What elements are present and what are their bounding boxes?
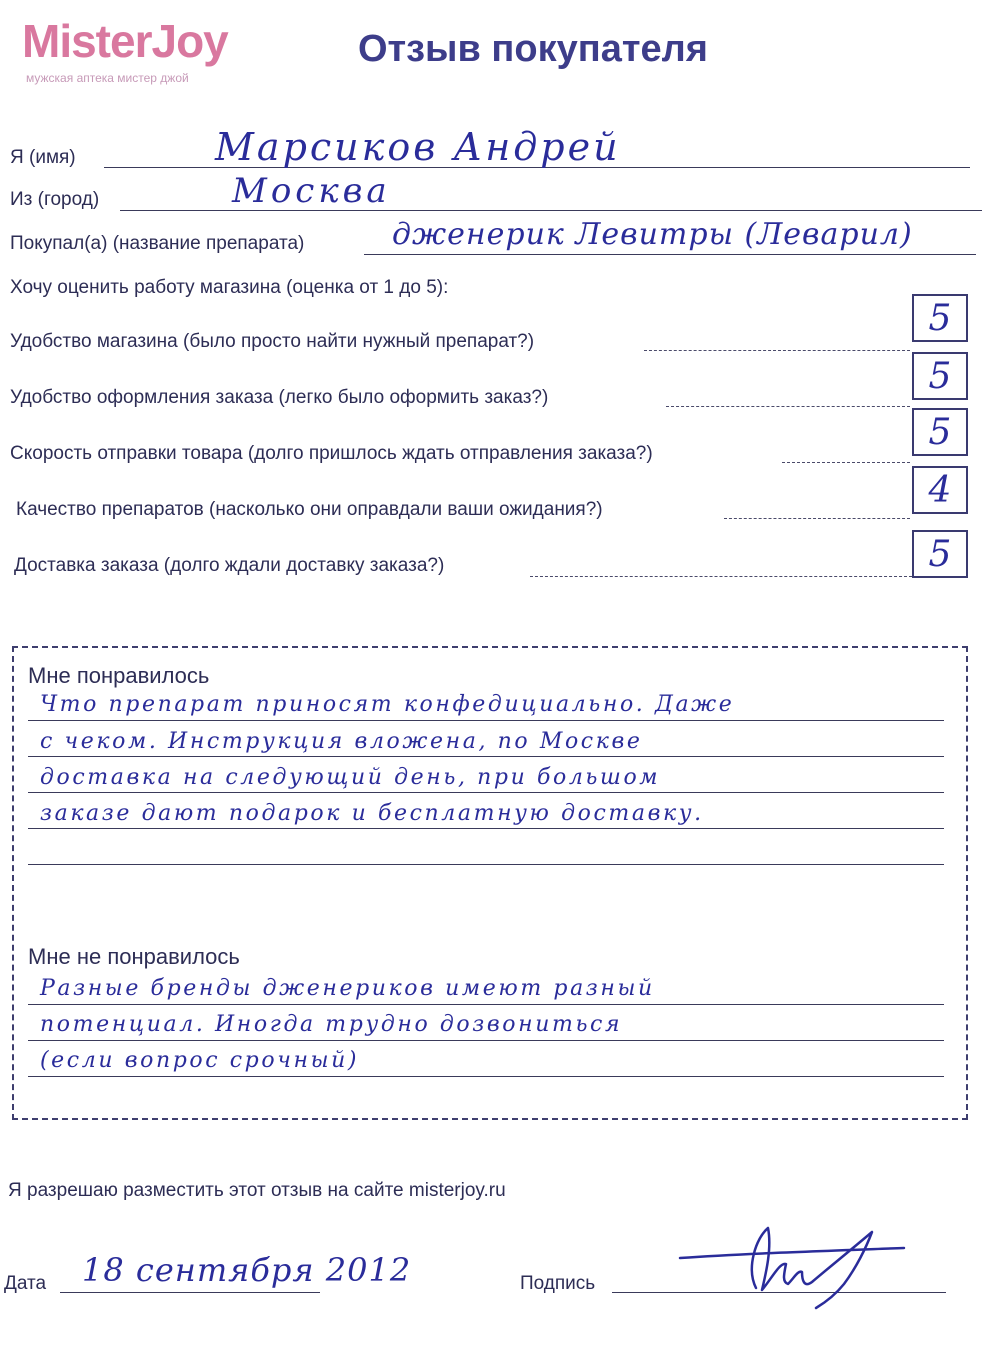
liked-rule xyxy=(28,792,944,793)
score-box-store: 5 xyxy=(912,294,968,342)
city-label: Из (город) xyxy=(10,189,100,210)
signature-label: Подпись xyxy=(520,1273,596,1294)
date-value: 18 сентября 2012 xyxy=(82,1251,412,1289)
signature-mark xyxy=(676,1218,916,1318)
liked-title: Мне понравилось xyxy=(28,663,210,688)
name-value: Марсиков Андрей xyxy=(215,125,621,169)
score-box-quality: 4 xyxy=(912,466,968,514)
page-title: Отзыв покупателя xyxy=(358,28,708,70)
score-box-delivery: 5 xyxy=(912,530,968,578)
liked-rule xyxy=(28,720,944,721)
rating-dots xyxy=(666,406,910,407)
liked-rule xyxy=(28,828,944,829)
product-line xyxy=(364,254,976,255)
date-label: Дата xyxy=(4,1273,47,1294)
score-box-shipping: 5 xyxy=(912,408,968,456)
rating-dots xyxy=(530,576,912,577)
disliked-text-line: (если вопрос срочный) xyxy=(40,1048,360,1073)
disliked-title: Мне не понравилось xyxy=(28,944,240,969)
rating-dots xyxy=(724,518,910,519)
permission-text: Я разрешаю разместить этот отзыв на сайте misterjoy.ru xyxy=(8,1180,506,1201)
name-label: Я (имя) xyxy=(10,147,76,168)
date-line xyxy=(60,1292,320,1293)
disliked-text-line: потенциал. Иногда трудно дозвониться xyxy=(40,1012,623,1037)
rating-label-shipping: Скорость отправки товара (долго пришлось ждать отправления заказа?) xyxy=(10,443,653,464)
disliked-text-line: Разные бренды дженериков имеют разный xyxy=(40,976,655,1001)
score-box-order: 5 xyxy=(912,352,968,400)
logo-tagline: мужская аптека мистер джой xyxy=(26,71,189,85)
liked-text-line: Что препарат приносят конфедициально. Даже xyxy=(40,692,735,717)
liked-rule xyxy=(28,756,944,757)
rating-label-quality: Качество препаратов (насколько они оправдали ваши ожидания?) xyxy=(16,499,603,520)
product-value: дженерик Левитры (Леварил) xyxy=(392,217,913,252)
rating-label-order: Удобство оформления заказа (легко было оформить заказ?) xyxy=(10,387,549,408)
rating-dots xyxy=(782,462,910,463)
rating-label-delivery: Доставка заказа (долго ждали доставку заказа?) xyxy=(14,555,445,576)
disliked-rule xyxy=(28,1004,944,1005)
logo: MisterJoy xyxy=(22,15,228,67)
product-label: Покупал(а) (название препарата) xyxy=(10,233,305,254)
liked-text-line: заказе дают подарок и бесплатную доставку. xyxy=(40,801,704,826)
liked-rule xyxy=(28,864,944,865)
disliked-rule xyxy=(28,1076,944,1077)
disliked-rule xyxy=(28,1040,944,1041)
rating-dots xyxy=(644,350,910,351)
city-value: Москва xyxy=(232,171,391,211)
liked-text-line: доставка на следующий день, при большом xyxy=(40,765,661,790)
rating-label-store: Удобство магазина (было просто найти нужный препарат?) xyxy=(10,331,535,352)
liked-text-line: с чеком. Инструкция вложена, по Москве xyxy=(40,729,643,754)
rating-intro: Хочу оценить работу магазина (оценка от 1 до 5): xyxy=(10,277,449,298)
